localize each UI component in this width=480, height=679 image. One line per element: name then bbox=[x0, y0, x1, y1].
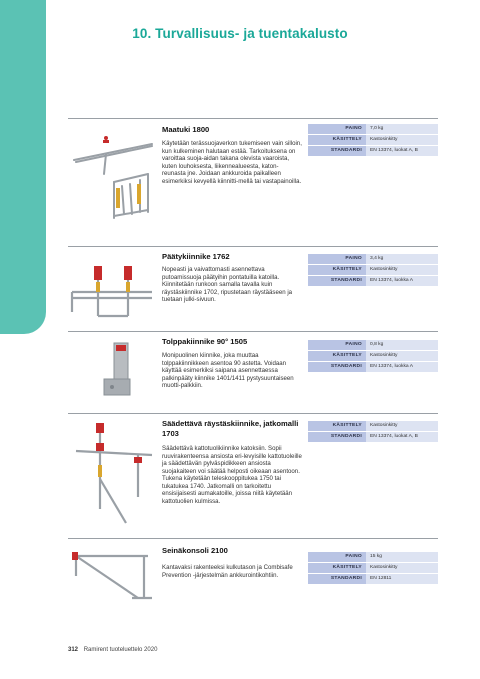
spec-value: 15 kg bbox=[366, 552, 438, 562]
product-paatykiinnike-1762 bbox=[68, 246, 438, 330]
product-image-wall-console bbox=[68, 546, 156, 606]
product-description: Käytetään terässuojaverkon tukemiseen vain silloin, kun kulkeminen halutaan estää. Tarkoituksena on varoittaa suoja-aidan takana olevista vaaroista, kuten louhoksesta, liikennealueesta, katon-reunasta jne. Joidaan ankkuroida paikalleen esimerkiksi kevyellä kiinnitti-mellä tai vastapainoilla. bbox=[162, 140, 302, 185]
product-maatuki-1800 bbox=[68, 118, 438, 246]
product-image-post-bracket bbox=[68, 337, 156, 407]
spec-value: EN 13374, luokka A bbox=[366, 276, 438, 286]
spec-value: Kastosinkitty bbox=[366, 421, 438, 431]
product-description: Säädettävä kattotuolikiinnike katoksiin. Sopii ruuvirakenteensa ansiosta eri-levyisille kattotuoleille ja säädettävän pylväspidikkeen ansiosta suojakaiteen voi säätää helposti oikeaan asentoon. Tukena käytetään teleskooppitukea 1750 tai tukatukea 1740. Jatkomalli on tarkoitettu ensisijaisesti aumakatoille, joissa niitä käytetään kattotuolien kulmissa. bbox=[162, 445, 302, 505]
spec-value: Kastosinkitty bbox=[366, 265, 438, 275]
spec-key: KÄSITTELY bbox=[308, 135, 366, 145]
product-seinakonsoli-2100 bbox=[68, 538, 438, 608]
product-description: Nopeasti ja vaivattomasti asennettava putoamissuoja päätyihin pontatuilla katoilla. Kiinnitetään runkoon samalla tavalla kuin räystäskiinnike 1702, ripustetaan räystääseen ja tuetaan julki-sivuun. bbox=[162, 266, 293, 303]
spec-value: 7,0 kg bbox=[366, 124, 438, 134]
spec-key: STANDARDI bbox=[308, 432, 366, 442]
spec-key: PAINO bbox=[308, 340, 366, 350]
product-name: Seinäkonsoli 2100 bbox=[162, 546, 228, 555]
spec-value: EN 13374, luokka A bbox=[366, 362, 438, 372]
spec-value: EN 12811 bbox=[366, 574, 438, 584]
spec-row-weight bbox=[308, 124, 438, 134]
spec-row-standard bbox=[308, 146, 438, 156]
spec-key: PAINO bbox=[308, 254, 366, 264]
spec-table bbox=[308, 340, 438, 373]
spec-key: KÄSITTELY bbox=[308, 351, 366, 361]
spec-key: STANDARDI bbox=[308, 362, 366, 372]
spec-value: Kastosinkitty bbox=[366, 563, 438, 573]
spec-row-treatment bbox=[308, 135, 438, 145]
product-image-gable-bracket bbox=[68, 252, 156, 324]
spec-value: EN 13374, luokat A, B bbox=[366, 146, 438, 156]
spec-row-standard bbox=[308, 432, 438, 442]
spec-table bbox=[308, 124, 438, 157]
spec-key: PAINO bbox=[308, 552, 366, 562]
spec-row-treatment bbox=[308, 265, 438, 275]
page-title: 10. Turvallisuus- ja tuentakalusto bbox=[132, 26, 348, 41]
spec-row-weight bbox=[308, 254, 438, 264]
spec-value: Kastosinkitty bbox=[366, 135, 438, 145]
page-number: 312 bbox=[68, 647, 79, 653]
spec-key: KÄSITTELY bbox=[308, 421, 366, 431]
product-image-ground-support bbox=[68, 126, 156, 236]
spec-key: KÄSITTELY bbox=[308, 265, 366, 275]
product-name: Säädettävä räystäskiinnike, jatkomalli 1703 bbox=[162, 419, 299, 438]
spec-value: 0,8 kg bbox=[366, 340, 438, 350]
spec-row-treatment bbox=[308, 421, 438, 431]
spec-table bbox=[308, 254, 438, 287]
spec-value: EN 13374, luokat A, B bbox=[366, 432, 438, 442]
product-name: Päätykiinnike 1762 bbox=[162, 252, 230, 261]
product-image-eave-bracket bbox=[68, 419, 156, 531]
product-raystaskiinnike-1703 bbox=[68, 413, 438, 537]
product-name: Maatuki 1800 bbox=[162, 125, 210, 134]
spec-row-treatment bbox=[308, 351, 438, 361]
spec-key: STANDARDI bbox=[308, 574, 366, 584]
spec-value: Kastosinkitty bbox=[366, 351, 438, 361]
spec-key: PAINO bbox=[308, 124, 366, 134]
spec-key: STANDARDI bbox=[308, 146, 366, 156]
spec-row-treatment bbox=[308, 563, 438, 573]
page-footer bbox=[68, 647, 157, 653]
spec-value: 3,4 kg bbox=[366, 254, 438, 264]
spec-key: KÄSITTELY bbox=[308, 563, 366, 573]
chapter-side-tab bbox=[0, 0, 46, 334]
spec-row-weight bbox=[308, 552, 438, 562]
spec-table bbox=[308, 552, 438, 585]
spec-row-standard bbox=[308, 362, 438, 372]
spec-row-standard bbox=[308, 574, 438, 584]
catalog-name: Ramirent tuoteluettelo 2020 bbox=[83, 647, 158, 653]
product-tolppakiinnike-1505 bbox=[68, 331, 438, 413]
spec-row-weight bbox=[308, 340, 438, 350]
spec-table bbox=[308, 421, 438, 443]
product-name: Tolppakiinnike 90° 1505 bbox=[162, 337, 248, 346]
spec-row-standard bbox=[308, 276, 438, 286]
spec-key: STANDARDI bbox=[308, 276, 366, 286]
product-description: Monipuolinen kiinnike, joka muuttaa tolppakiinnikkeen asentoa 90 astetta. Voidaan käyttää esimerkiksi saipana asennettaessa palkinpääty kiinnike 1401/1411 pystysuuntaiseen muotti-palkkiin. bbox=[162, 352, 294, 389]
product-description: Kantavaksi rakenteeksi kulkutason ja Combisafe Prevention -järjestelmän ankkurointikohtiin. bbox=[162, 564, 293, 579]
